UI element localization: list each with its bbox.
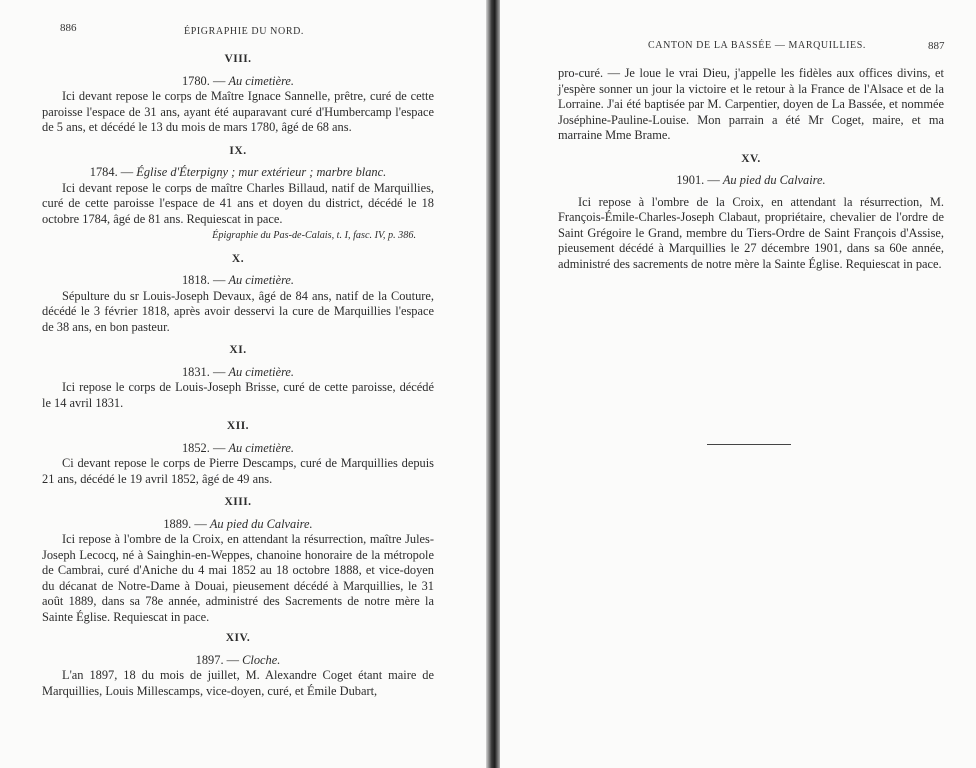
section-place: Au cimetière. bbox=[228, 440, 295, 455]
source-citation: Épigraphie du Pas-de-Calais, t. I, fasc. IV, p. 386. bbox=[212, 230, 416, 241]
epitaph-section-xiv bbox=[42, 631, 434, 699]
section-year: 1889. bbox=[163, 516, 192, 531]
section-number: IX. bbox=[229, 144, 247, 157]
section-heading bbox=[42, 441, 434, 457]
section-heading bbox=[42, 273, 434, 289]
heading-dash: — bbox=[209, 273, 229, 287]
section-year: 1780. bbox=[181, 73, 210, 88]
heading-dash: — bbox=[191, 516, 210, 531]
heading-dash: — bbox=[704, 173, 723, 187]
section-heading bbox=[558, 173, 944, 189]
section-year: 1897. bbox=[195, 652, 224, 667]
section-place: Au pied du Calvaire. bbox=[722, 173, 826, 187]
heading-dash: — bbox=[209, 364, 229, 379]
epitaph-section-xii bbox=[42, 419, 434, 487]
epitaph-text: Ici repose à l'ombre de la Croix, en attendant la résurrection, M. François-Émile-Charles-Joseph Clabaut, propriétaire, chevalier de l'ordre de Saint Grégoire le Grand, membre du Tiers-Ordre de Saint François d'Assise, pieusement décédé à Marquillies le 27 décembre 1901, dans sa 60e année, administré des sacrements de notre mère la Sainte Église. Requiescat in pace. bbox=[558, 194, 944, 271]
epitaph-section-ix bbox=[42, 144, 434, 244]
section-place: Au cimetière. bbox=[228, 364, 295, 379]
section-heading bbox=[42, 517, 434, 533]
section-year: 1901. bbox=[676, 173, 705, 187]
heading-dash: — bbox=[209, 440, 229, 455]
section-number: XIV. bbox=[225, 632, 251, 644]
section-year: 1784. bbox=[89, 165, 118, 179]
epitaph-text: L'an 1897, 18 du mois de juillet, M. Alexandre Coget étant maire de Marquillies, Louis Millescamps, vice-doyen, curé, et Émile Dubart, bbox=[42, 668, 434, 698]
section-place: Cloche. bbox=[242, 652, 281, 667]
right-running-head: CANTON DE LA BASSÉE — MARQUILLIES. bbox=[648, 40, 866, 51]
continuation-text: pro-curé. — Je loue le vrai Dieu, j'appelle les fidèles aux offices divins, et j'espère sonner un jour la victoire et le retour à la France de l'Alsace et de la Lorraine. J'ai été baptisée par M. Carpentier, doyen de La Bassée, et nommée Joséphine-Pauline-Louise. Mon parrain a été Mr Coget, maire, et ma marraine Mme Brame. bbox=[558, 66, 944, 142]
closing-rule bbox=[707, 444, 791, 445]
section-heading bbox=[42, 653, 434, 669]
section-number: VIII. bbox=[224, 53, 252, 65]
epitaph-text: Sépulture du sr Louis-Joseph Devaux, âgé de 84 ans, natif de la Couture, décédé le 3 février 1818, après avoir desservi la cure de Marquillies l'espace de 38 ans, en bon pasteur. bbox=[42, 288, 434, 334]
section-place: Au cimetière. bbox=[228, 73, 295, 88]
section-year: 1818. bbox=[181, 273, 210, 287]
section-place: Au pied du Calvaire. bbox=[209, 516, 313, 531]
section-number: X. bbox=[231, 252, 245, 265]
section-place: Église d'Éterpigny ; mur extérieur ; marbre blanc. bbox=[136, 165, 387, 179]
section-number: XII. bbox=[226, 420, 250, 432]
heading-dash: — bbox=[209, 73, 229, 88]
epitaph-section-xiii bbox=[42, 495, 434, 625]
epitaph-section-xv bbox=[558, 152, 944, 273]
right-column bbox=[558, 66, 944, 272]
section-number: XV. bbox=[741, 152, 761, 165]
epitaph-section-x bbox=[42, 252, 434, 336]
epitaph-text: Ici repose le corps de Louis-Joseph Brisse, curé de cette paroisse, décédé le 14 avril 1831. bbox=[42, 380, 434, 410]
section-heading bbox=[42, 165, 434, 181]
epitaph-section-xi bbox=[42, 343, 434, 411]
section-heading bbox=[42, 74, 434, 90]
epitaph-text: Ici repose à l'ombre de la Croix, en attendant la résurrection, maître Jules-Joseph Lecocq, né à Sainghin-en-Weppes, chanoine honoraire de la métropole de Cambrai, curé d'Aniche du 4 mai 1852 au 18 octobre 1888, et vice-doyen du décanat de Notre-Dame à Douai, pieusement décédé à Marquillies, le 31 août 1889, dans sa 78e année, administré des Sacrements de notre mère la Sainte Église. Requiescat in pace. bbox=[42, 532, 434, 624]
section-year: 1852. bbox=[181, 440, 210, 455]
epitaph-text: Ici devant repose le corps de Maître Ignace Sannelle, prêtre, curé de cette paroisse l'espace de 31 ans, ayant été auparavant curé d'Humbercamp l'espace de 5 ans, et décédé le 13 du mois de mars 1780, âgé de 68 ans. bbox=[42, 89, 434, 134]
right-page bbox=[500, 0, 976, 768]
heading-dash: — bbox=[223, 652, 243, 667]
epitaph-text: Ci devant repose le corps de Pierre Descamps, curé de Marquillies depuis 21 ans, décédé le 19 avril 1852, âgé de 49 ans. bbox=[42, 456, 434, 486]
left-column bbox=[42, 52, 434, 699]
epitaph-text: Ici devant repose le corps de maître Charles Billaud, natif de Marquillies, curé de cette paroisse l'espace de 41 ans et doyen du district, décédé le 18 octobre 1784, âgé de 81 ans. Requiescat in pace. bbox=[42, 180, 434, 226]
epitaph-section-viii bbox=[42, 52, 434, 136]
right-page-number: 887 bbox=[928, 40, 945, 52]
left-running-head: ÉPIGRAPHIE DU NORD. bbox=[184, 26, 305, 37]
section-heading bbox=[42, 365, 434, 381]
heading-dash: — bbox=[117, 165, 137, 179]
section-number: XI. bbox=[229, 344, 247, 356]
left-page-number: 886 bbox=[60, 22, 77, 34]
section-year: 1831. bbox=[181, 364, 210, 379]
section-place: Au cimetière. bbox=[228, 273, 295, 287]
section-number: XIII. bbox=[224, 496, 252, 508]
